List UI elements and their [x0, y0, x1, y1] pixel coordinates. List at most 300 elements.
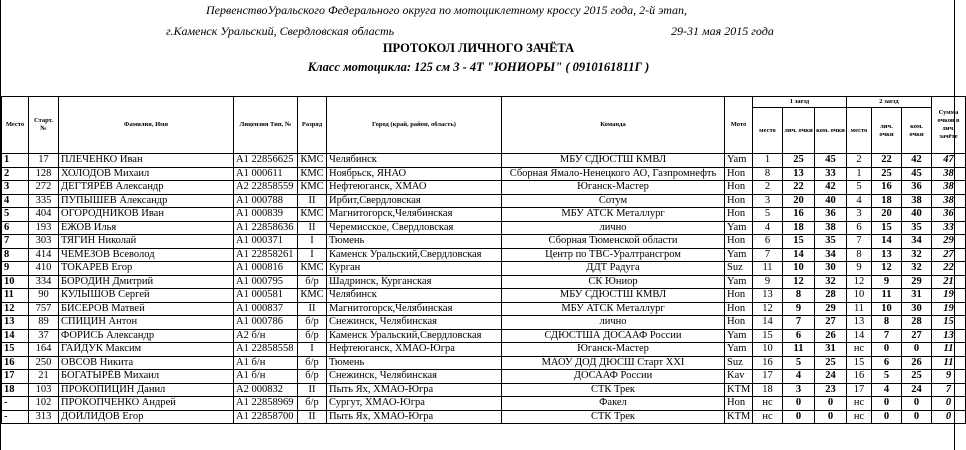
race1-points-cell: 8	[783, 289, 815, 303]
rank-cell: б/р	[298, 397, 327, 411]
place-cell: 6	[2, 221, 29, 235]
race2-points-cell: 20	[872, 208, 902, 222]
rider-name-cell: СПИЦИН Антон	[59, 316, 234, 330]
race2-place-cell: 3	[847, 208, 872, 222]
race1-place-cell: 15	[753, 329, 783, 343]
race2-team-points-cell: 25	[902, 370, 932, 384]
license-cell: А1 22858261	[234, 248, 298, 262]
place-cell: 13	[2, 316, 29, 330]
total-points-cell: 7	[932, 383, 966, 397]
race2-points-cell: 14	[872, 235, 902, 249]
results-table	[1, 96, 966, 424]
start-number-cell: 303	[29, 235, 59, 249]
start-number-cell: 334	[29, 275, 59, 289]
race2-place-cell: 7	[847, 235, 872, 249]
race2-place-cell: 1	[847, 167, 872, 181]
start-number-cell: 410	[29, 262, 59, 276]
race1-place-cell: 18	[753, 383, 783, 397]
col-race2-pers: лич. очки	[872, 108, 902, 154]
team-cell: Центр по ТВС-Уралтрансгром	[502, 248, 725, 262]
start-number-cell: 90	[29, 289, 59, 303]
place-cell: -	[2, 397, 29, 411]
city-cell: Каменск Уральский,Свердловская	[327, 248, 502, 262]
city-cell: Шадринск, Курганская	[327, 275, 502, 289]
city-cell: Тюмень	[327, 356, 502, 370]
location-line: г.Каменск Уральский, Свердловская область	[166, 24, 395, 38]
race1-team-points-cell: 35	[815, 235, 847, 249]
total-points-cell: 11	[932, 343, 966, 357]
total-points-cell: 15	[932, 316, 966, 330]
license-cell: А1 22858636	[234, 221, 298, 235]
place-cell: 14	[2, 329, 29, 343]
race1-team-points-cell: 24	[815, 370, 847, 384]
col-race2-place: место	[847, 108, 872, 154]
city-cell: Ирбит,Свердловская	[327, 194, 502, 208]
start-number-cell: 17	[29, 154, 59, 168]
place-cell: 5	[2, 208, 29, 222]
rank-cell: КМС	[298, 208, 327, 222]
race2-points-cell: 16	[872, 181, 902, 195]
table-row	[2, 275, 966, 289]
race1-points-cell: 22	[783, 181, 815, 195]
table-row	[2, 316, 966, 330]
rider-name-cell: ДЕГТЯРЁВ Александр	[59, 181, 234, 195]
rank-cell: II	[298, 194, 327, 208]
license-cell: А1 22858558	[234, 343, 298, 357]
race1-place-cell: 10	[753, 343, 783, 357]
race2-points-cell: 7	[872, 329, 902, 343]
race2-place-cell: нс	[847, 343, 872, 357]
total-points-cell: 19	[932, 302, 966, 316]
rider-name-cell: ХОЛОДОВ Михаил	[59, 167, 234, 181]
race2-place-cell: 15	[847, 356, 872, 370]
total-points-cell: 27	[932, 248, 966, 262]
race1-points-cell: 4	[783, 370, 815, 384]
race2-place-cell: нс	[847, 410, 872, 424]
race2-place-cell: 9	[847, 262, 872, 276]
city-cell: Черемисское, Свердловская	[327, 221, 502, 235]
race1-points-cell: 15	[783, 235, 815, 249]
team-cell: СТК Трек	[502, 410, 725, 424]
total-points-cell: 22	[932, 262, 966, 276]
moto-cell: Yam	[725, 329, 753, 343]
race2-place-cell: нс	[847, 397, 872, 411]
table-row	[2, 154, 966, 168]
race1-place-cell: 6	[753, 235, 783, 249]
city-cell: Нефтеюганск, ХМАО	[327, 181, 502, 195]
moto-cell: KTM	[725, 410, 753, 424]
place-cell: 11	[2, 289, 29, 303]
rank-cell: б/р	[298, 316, 327, 330]
team-cell: Сборная Тюменской области	[502, 235, 725, 249]
race1-points-cell: 7	[783, 316, 815, 330]
city-cell: Челябинск	[327, 289, 502, 303]
moto-cell: Suz	[725, 262, 753, 276]
rank-cell: II	[298, 410, 327, 424]
team-cell: Сотум	[502, 194, 725, 208]
race2-place-cell: 8	[847, 248, 872, 262]
place-cell: 4	[2, 194, 29, 208]
race1-points-cell: 20	[783, 194, 815, 208]
race2-team-points-cell: 32	[902, 262, 932, 276]
rider-name-cell: ЕЖОВ Илья	[59, 221, 234, 235]
total-points-cell: 13	[932, 329, 966, 343]
rider-name-cell: ФОРИСЬ Александр	[59, 329, 234, 343]
moto-cell: Hon	[725, 397, 753, 411]
place-cell: 3	[2, 181, 29, 195]
place-cell: -	[2, 410, 29, 424]
team-cell: МБУ АТСК Металлург	[502, 208, 725, 222]
license-cell: А1 000371	[234, 235, 298, 249]
team-cell: МБУ АТСК Металлург	[502, 302, 725, 316]
race2-team-points-cell: 30	[902, 302, 932, 316]
start-number-cell: 404	[29, 208, 59, 222]
race1-place-cell: 1	[753, 154, 783, 168]
rank-cell: II	[298, 383, 327, 397]
col-total: Сумма очков в лич. зачёте	[932, 97, 966, 154]
table-row	[2, 356, 966, 370]
col-team: Команда	[502, 97, 725, 154]
table-row	[2, 302, 966, 316]
start-number-cell: 164	[29, 343, 59, 357]
rider-name-cell: ПРОКОПИЦИН Данил	[59, 383, 234, 397]
col-rank: Разряд	[298, 97, 327, 154]
race1-place-cell: нс	[753, 397, 783, 411]
championship-line: ПервенствоУральского Федерального округа по мотоциклетному кроссу 2015 года, 2-й этап,	[206, 3, 688, 17]
race1-team-points-cell: 31	[815, 343, 847, 357]
moto-cell: Yam	[725, 221, 753, 235]
race1-team-points-cell: 25	[815, 356, 847, 370]
race2-team-points-cell: 40	[902, 208, 932, 222]
license-cell: А1 000839	[234, 208, 298, 222]
city-cell: Курган	[327, 262, 502, 276]
moto-cell: KTM	[725, 383, 753, 397]
city-cell: Снежинск, Челябинская	[327, 316, 502, 330]
race2-place-cell: 11	[847, 302, 872, 316]
city-cell: Пыть Ях, ХМАО-Югра	[327, 383, 502, 397]
race1-place-cell: 14	[753, 316, 783, 330]
race2-team-points-cell: 26	[902, 356, 932, 370]
race1-points-cell: 12	[783, 275, 815, 289]
rider-name-cell: ТЯГИН Николай	[59, 235, 234, 249]
license-cell: А2 б/н	[234, 329, 298, 343]
city-cell: Челябинск	[327, 154, 502, 168]
col-race1-place: место	[753, 108, 783, 154]
race1-points-cell: 9	[783, 302, 815, 316]
total-points-cell: 33	[932, 221, 966, 235]
race2-team-points-cell: 0	[902, 397, 932, 411]
rank-cell: II	[298, 221, 327, 235]
moto-cell: Hon	[725, 302, 753, 316]
race1-team-points-cell: 23	[815, 383, 847, 397]
rider-name-cell: ПУПЫШЕВ Александр	[59, 194, 234, 208]
col-race1-pers: лич. очки	[783, 108, 815, 154]
race2-points-cell: 5	[872, 370, 902, 384]
team-cell: ДОСААФ России	[502, 370, 725, 384]
race1-place-cell: 16	[753, 356, 783, 370]
race1-place-cell: 9	[753, 275, 783, 289]
moto-cell: Hon	[725, 316, 753, 330]
race2-team-points-cell: 38	[902, 194, 932, 208]
race2-team-points-cell: 36	[902, 181, 932, 195]
race2-place-cell: 4	[847, 194, 872, 208]
race1-place-cell: 5	[753, 208, 783, 222]
col-race2-team: ком. очки	[902, 108, 932, 154]
race1-place-cell: 17	[753, 370, 783, 384]
total-points-cell: 47	[932, 154, 966, 168]
place-cell: 12	[2, 302, 29, 316]
race1-place-cell: 3	[753, 194, 783, 208]
race2-points-cell: 10	[872, 302, 902, 316]
total-points-cell: 38	[932, 167, 966, 181]
race1-points-cell: 0	[783, 397, 815, 411]
city-cell: Нефтеюганск, ХМАО-Югра	[327, 343, 502, 357]
race2-place-cell: 13	[847, 316, 872, 330]
race1-place-cell: 2	[753, 181, 783, 195]
place-cell: 17	[2, 370, 29, 384]
license-cell: А1 000788	[234, 194, 298, 208]
city-cell: Магнитогорск,Челябинская	[327, 208, 502, 222]
race2-team-points-cell: 29	[902, 275, 932, 289]
race1-team-points-cell: 27	[815, 316, 847, 330]
place-cell: 18	[2, 383, 29, 397]
moto-cell: Hon	[725, 167, 753, 181]
race2-place-cell: 2	[847, 154, 872, 168]
rider-name-cell: ГАЙДУК Максим	[59, 343, 234, 357]
race1-team-points-cell: 29	[815, 302, 847, 316]
total-points-cell: 9	[932, 370, 966, 384]
rider-name-cell: БОРОДИН Дмитрий	[59, 275, 234, 289]
rank-cell: КМС	[298, 154, 327, 168]
class-line: Класс мотоцикла: 125 см 3 - 4Т "ЮНИОРЫ" ( 0910161811Г )	[307, 60, 650, 74]
start-number-cell: 313	[29, 410, 59, 424]
rider-name-cell: ПЛЕЧЕНКО Иван	[59, 154, 234, 168]
race1-points-cell: 3	[783, 383, 815, 397]
race1-team-points-cell: 42	[815, 181, 847, 195]
rank-cell: б/р	[298, 275, 327, 289]
table-row	[2, 397, 966, 411]
place-cell: 1	[2, 154, 29, 168]
start-number-cell: 21	[29, 370, 59, 384]
start-number-cell: 102	[29, 397, 59, 411]
race2-team-points-cell: 31	[902, 289, 932, 303]
start-number-cell: 335	[29, 194, 59, 208]
moto-cell: Kav	[725, 370, 753, 384]
city-cell: Ноябрьск, ЯНАО	[327, 167, 502, 181]
team-cell: ДДТ Радуга	[502, 262, 725, 276]
race1-points-cell: 0	[783, 410, 815, 424]
race2-place-cell: 16	[847, 370, 872, 384]
start-number-cell: 414	[29, 248, 59, 262]
race2-place-cell: 10	[847, 289, 872, 303]
team-cell: МАОУ ДОД ДЮСШ Старт XXI	[502, 356, 725, 370]
start-number-cell: 37	[29, 329, 59, 343]
race1-place-cell: 12	[753, 302, 783, 316]
race2-team-points-cell: 32	[902, 248, 932, 262]
city-cell: Тюмень	[327, 235, 502, 249]
race1-points-cell: 25	[783, 154, 815, 168]
rank-cell: б/р	[298, 356, 327, 370]
total-points-cell: 38	[932, 181, 966, 195]
rank-cell: б/р	[298, 370, 327, 384]
team-cell: МБУ СДЮСТШ КМВЛ	[502, 289, 725, 303]
team-cell: Факел	[502, 397, 725, 411]
race1-points-cell: 6	[783, 329, 815, 343]
moto-cell: Hon	[725, 235, 753, 249]
place-cell: 2	[2, 167, 29, 181]
license-cell: А1 000795	[234, 275, 298, 289]
moto-cell: Hon	[725, 208, 753, 222]
rank-cell: II	[298, 302, 327, 316]
race2-team-points-cell: 35	[902, 221, 932, 235]
place-cell: 9	[2, 262, 29, 276]
moto-cell: Hon	[725, 194, 753, 208]
table-row	[2, 289, 966, 303]
rider-name-cell: КУЛЫШОВ Сергей	[59, 289, 234, 303]
city-cell: Каменск Уральский,Свердловская	[327, 329, 502, 343]
start-number-cell: 128	[29, 167, 59, 181]
team-cell: Юганск-Мастер	[502, 181, 725, 195]
race2-team-points-cell: 34	[902, 235, 932, 249]
race1-team-points-cell: 33	[815, 167, 847, 181]
team-cell: СК Юниор	[502, 275, 725, 289]
race2-place-cell: 6	[847, 221, 872, 235]
team-cell: СДЮСТША ДОСААФ России	[502, 329, 725, 343]
table-row	[2, 370, 966, 384]
race2-points-cell: 0	[872, 343, 902, 357]
col-moto: Мото	[725, 97, 753, 154]
race1-team-points-cell: 32	[815, 275, 847, 289]
race2-points-cell: 0	[872, 410, 902, 424]
moto-cell: Hon	[725, 289, 753, 303]
race1-points-cell: 13	[783, 167, 815, 181]
rank-cell: б/р	[298, 329, 327, 343]
race1-place-cell: нс	[753, 410, 783, 424]
rank-cell: КМС	[298, 262, 327, 276]
race1-place-cell: 8	[753, 167, 783, 181]
race1-points-cell: 10	[783, 262, 815, 276]
total-points-cell: 11	[932, 356, 966, 370]
race2-team-points-cell: 0	[902, 343, 932, 357]
race2-points-cell: 4	[872, 383, 902, 397]
moto-cell: Suz	[725, 356, 753, 370]
moto-cell: Yam	[725, 343, 753, 357]
start-number-cell: 250	[29, 356, 59, 370]
race1-team-points-cell: 0	[815, 410, 847, 424]
race1-place-cell: 4	[753, 221, 783, 235]
col-race2: 2 заезд	[847, 97, 932, 108]
place-cell: 8	[2, 248, 29, 262]
race2-points-cell: 13	[872, 248, 902, 262]
table-row	[2, 181, 966, 195]
total-points-cell: 38	[932, 194, 966, 208]
race1-team-points-cell: 34	[815, 248, 847, 262]
race1-points-cell: 11	[783, 343, 815, 357]
license-cell: А1 22858969	[234, 397, 298, 411]
col-start: Старт. №	[29, 97, 59, 154]
race2-place-cell: 14	[847, 329, 872, 343]
race2-points-cell: 22	[872, 154, 902, 168]
license-cell: А1 22856625	[234, 154, 298, 168]
race2-team-points-cell: 0	[902, 410, 932, 424]
race1-points-cell: 16	[783, 208, 815, 222]
col-city: Город (край, район, область)	[327, 97, 502, 154]
table-row	[2, 329, 966, 343]
race2-team-points-cell: 27	[902, 329, 932, 343]
start-number-cell: 89	[29, 316, 59, 330]
start-number-cell: 757	[29, 302, 59, 316]
license-cell: А1 000837	[234, 302, 298, 316]
race1-place-cell: 7	[753, 248, 783, 262]
race1-team-points-cell: 36	[815, 208, 847, 222]
table-row	[2, 221, 966, 235]
team-cell: лично	[502, 316, 725, 330]
moto-cell: Yam	[725, 275, 753, 289]
license-cell: А1 000611	[234, 167, 298, 181]
race2-place-cell: 17	[847, 383, 872, 397]
col-license: Лицензия Тип, №	[234, 97, 298, 154]
race2-points-cell: 25	[872, 167, 902, 181]
race2-points-cell: 12	[872, 262, 902, 276]
team-cell: Сборная Ямало-Ненецкого АО, Газпромнефть	[502, 167, 725, 181]
race1-team-points-cell: 38	[815, 221, 847, 235]
table-row	[2, 410, 966, 424]
city-cell: Пыть Ях, ХМАО-Югра	[327, 410, 502, 424]
license-cell: А1 б/н	[234, 356, 298, 370]
table-row	[2, 383, 966, 397]
race2-points-cell: 18	[872, 194, 902, 208]
race2-points-cell: 8	[872, 316, 902, 330]
table-row	[2, 208, 966, 222]
city-cell: Сургут, ХМАО-Югра	[327, 397, 502, 411]
license-cell: А1 22858700	[234, 410, 298, 424]
total-points-cell: 0	[932, 410, 966, 424]
rank-cell: I	[298, 343, 327, 357]
total-points-cell: 21	[932, 275, 966, 289]
race1-points-cell: 5	[783, 356, 815, 370]
table-row	[2, 262, 966, 276]
col-place: Место	[2, 97, 29, 154]
moto-cell: Yam	[725, 154, 753, 168]
start-number-cell: 103	[29, 383, 59, 397]
total-points-cell: 19	[932, 289, 966, 303]
race1-team-points-cell: 0	[815, 397, 847, 411]
race2-team-points-cell: 42	[902, 154, 932, 168]
total-points-cell: 29	[932, 235, 966, 249]
moto-cell: Hon	[725, 181, 753, 195]
race2-points-cell: 0	[872, 397, 902, 411]
protocol-title: ПРОТОКОЛ ЛИЧНОГО ЗАЧЁТА	[382, 41, 575, 55]
table-row	[2, 167, 966, 181]
city-cell: Снежинск, Челябинская	[327, 370, 502, 384]
license-cell: А1 б/н	[234, 370, 298, 384]
race1-team-points-cell: 26	[815, 329, 847, 343]
race2-points-cell: 6	[872, 356, 902, 370]
rank-cell: КМС	[298, 289, 327, 303]
race1-team-points-cell: 40	[815, 194, 847, 208]
rider-name-cell: ПРОКОПЧЕНКО Андрей	[59, 397, 234, 411]
rank-cell: I	[298, 235, 327, 249]
license-cell: А2 22858559	[234, 181, 298, 195]
team-cell: МБУ СДЮСТШ КМВЛ	[502, 154, 725, 168]
race1-place-cell: 13	[753, 289, 783, 303]
place-cell: 10	[2, 275, 29, 289]
team-cell: лично	[502, 221, 725, 235]
race2-team-points-cell: 28	[902, 316, 932, 330]
race2-place-cell: 12	[847, 275, 872, 289]
rider-name-cell: ТОКАРЕВ Егор	[59, 262, 234, 276]
dates-line: 29-31 мая 2015 года	[671, 24, 774, 38]
